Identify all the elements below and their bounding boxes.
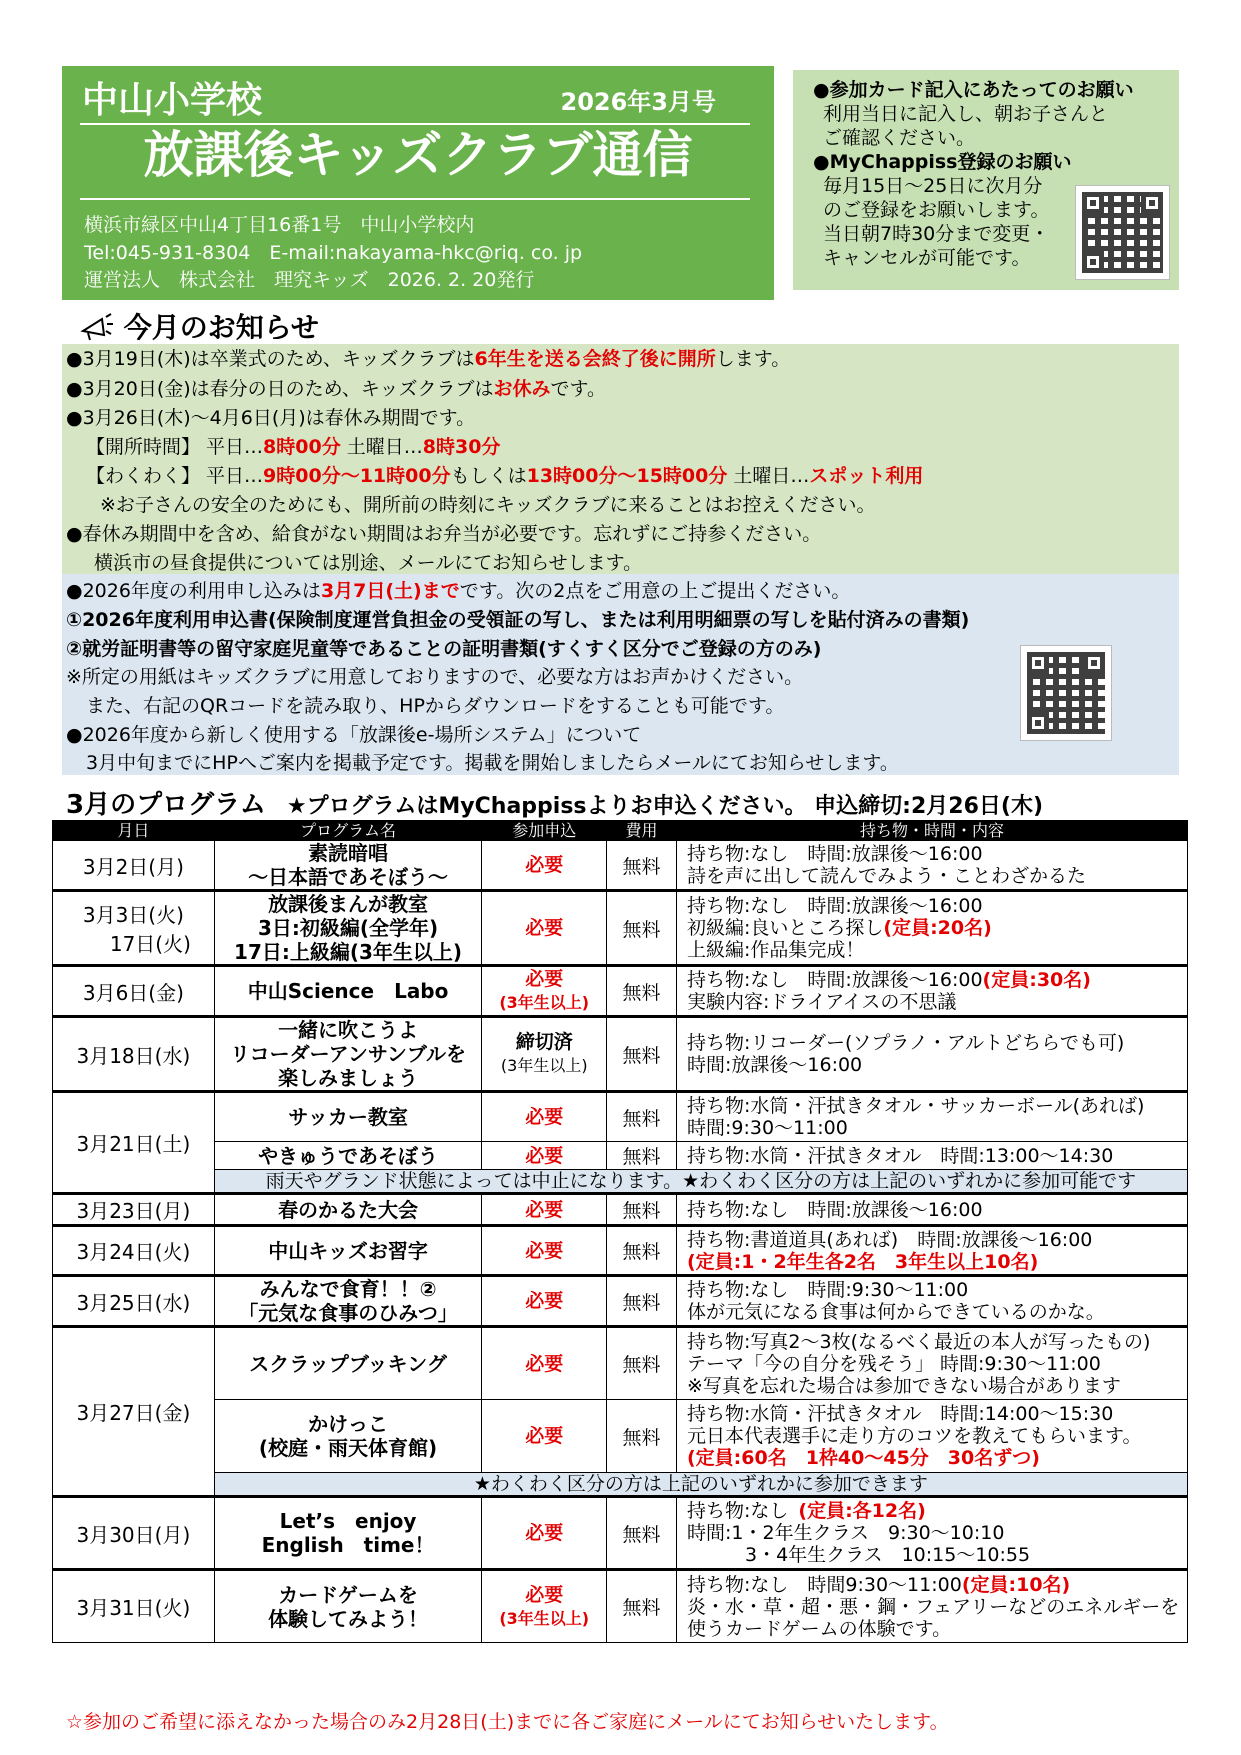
table-header-row: [53, 821, 1188, 841]
program-name-cell: 中山Science Labo: [214, 966, 482, 1017]
apply-cell: 必要: [482, 1226, 607, 1276]
column-header: 持ち物・時間・内容: [676, 821, 1187, 841]
fee-cell: 無料: [607, 1276, 677, 1327]
detail-cell: 持ち物:なし 時間:放課後～16:00: [676, 1194, 1187, 1226]
apply-cell: 必要: [482, 1400, 607, 1473]
news-line: ※所定の用紙はキッズクラブに用意しておりますので、必要な方はお声かけください。: [66, 666, 804, 688]
contact-info: Tel:045-931-8304 E-mail:nakayama-hkc@riq. co. jp: [84, 242, 583, 264]
program-name-cell: Let’s enjoy English time！: [214, 1497, 482, 1570]
program-name-cell: 一緒に吹こうよ リコーダーアンサンブルを 楽しみましょう: [214, 1017, 482, 1092]
apply-cell: 必要: [482, 1497, 607, 1570]
side-text: 当日朝7時30分まで変更・: [823, 223, 1050, 245]
table-row: [53, 1092, 1188, 1142]
issue-date: 2026年3月号: [560, 88, 716, 116]
program-name-cell: カードゲームを 体験してみよう！: [214, 1570, 482, 1643]
column-header: プログラム名: [214, 821, 482, 841]
newsletter-title: 放課後キッズクラブ通信: [143, 126, 693, 184]
program-name-cell: 素読暗唱 ～日本語であそぼう～: [214, 841, 482, 891]
fee-cell: 無料: [607, 1017, 677, 1092]
news-line: ②就労証明書等の留守家庭児童等であることの証明書類(すくすく区分でご登録の方のみ): [66, 638, 822, 660]
program-name-cell: みんなで食育！！② 「元気な食事のひみつ」: [214, 1276, 482, 1327]
divider: [80, 198, 750, 200]
news-line: 横浜市の昼食提供については別途、メールにてお知らせします。: [94, 552, 643, 574]
table-row: [53, 841, 1188, 891]
side-text: ご確認ください。: [823, 127, 976, 149]
table-notice-row: [53, 1170, 1188, 1194]
detail-cell: 持ち物:なし 時間:9:30～11:00 体が元気になる食事は何からできているのかな。: [676, 1276, 1187, 1327]
date-cell: 3月25日(水): [53, 1276, 215, 1327]
detail-cell: 持ち物:写真2～3枚(なるべく最近の本人が写ったもの) テーマ「今の自分を残そう」 時間:9:30～11:00 ※写真を忘れた場合は参加できない場合があります: [676, 1327, 1187, 1400]
apply-cell: 必要: [482, 1194, 607, 1226]
detail-cell: 持ち物:リコーダー(ソプラノ・アルトどちらでも可) 時間:放課後～16:00: [676, 1017, 1187, 1092]
table-row: [53, 1194, 1188, 1226]
table-row: [53, 1327, 1188, 1400]
news-line: 3月中旬までにHPへご案内を掲載予定です。掲載を開始しましたらメールにてお知らせします。: [86, 752, 899, 774]
notice-cell: 雨天やグランド状態によっては中止になります。★わくわく区分の方は上記のいずれかに参加可能です: [214, 1170, 1187, 1194]
table-row: [53, 1017, 1188, 1092]
fee-cell: 無料: [607, 1142, 677, 1170]
qr-code-icon[interactable]: [1020, 645, 1112, 741]
fee-cell: 無料: [607, 1194, 677, 1226]
apply-cell: 必要 (3年生以上): [482, 966, 607, 1017]
date-cell: 3月30日(月): [53, 1497, 215, 1570]
notice-cell: ★わくわく区分の方は上記のいずれかに参加できます: [214, 1473, 1187, 1497]
table-notice-row: [53, 1473, 1188, 1497]
program-name-cell: 春のかるた大会: [214, 1194, 482, 1226]
program-name-cell: 放課後まんが教室 3日:初級編(全学年) 17日:上級編(3年生以上): [214, 891, 482, 966]
news-section-title: [80, 306, 319, 346]
detail-cell: 持ち物:水筒・汗拭きタオル・サッカーボール(あれば) 時間:9:30～11:00: [676, 1092, 1187, 1142]
program-title: 3月のプログラム: [66, 790, 266, 820]
table-row: [53, 1276, 1188, 1327]
news-line: ※お子さんの安全のためにも、開所前の時刻にキッズクラブに来ることはお控えください。: [100, 494, 876, 516]
side-heading: ●MyChappiss登録のお願い: [813, 151, 1072, 173]
operator-info: 運営法人 株式会社 理究キッズ 2026. 2. 20発行: [84, 269, 535, 291]
detail-cell: 持ち物:なし 時間:放課後～16:00(定員:30名) 実験内容:ドライアイスの不思議: [676, 966, 1187, 1017]
news-line: ●3月20日(金)は春分の日のため、キッズクラブはお休みです。: [66, 378, 607, 400]
apply-cell: 締切済 (3年生以上): [482, 1017, 607, 1092]
address: 横浜市緑区中山4丁目16番1号 中山小学校内: [84, 214, 475, 236]
apply-cell: 必要: [482, 1142, 607, 1170]
table-row: [53, 1142, 1188, 1170]
qr-code-icon[interactable]: [1075, 185, 1170, 280]
side-heading: ●参加カード記入にあたってのお願い: [813, 79, 1134, 101]
table-row: [53, 1570, 1188, 1643]
news-line: また、右記のQRコードを読み取り、HPからダウンロードをすることも可能です。: [86, 695, 785, 717]
detail-cell: 持ち物:なし 時間:放課後～16:00 詩を声に出して読んでみよう・ことわざかるた: [676, 841, 1187, 891]
divider: [80, 123, 750, 125]
detail-cell: 持ち物:水筒・汗拭きタオル 時間:13:00～14:30: [676, 1142, 1187, 1170]
side-text: 毎月15日～25日に次月分: [823, 175, 1043, 197]
news-line: 【開所時間】 平日…8時00分 土曜日…8時30分: [86, 436, 501, 458]
side-text: 利用当日に記入し、朝お子さんと: [823, 103, 1109, 125]
footer-note: ☆参加のご希望に添えなかった場合のみ2月28日(土)までに各ご家庭にメールにてお知らせいたします。: [66, 1711, 949, 1733]
date-cell: 3月27日(金): [53, 1327, 215, 1497]
fee-cell: 無料: [607, 1226, 677, 1276]
fee-cell: 無料: [607, 966, 677, 1017]
table-row: [53, 1226, 1188, 1276]
program-name-cell: やきゅうであそぼう: [214, 1142, 482, 1170]
news-line: ●2026年度から新しく使用する「放課後e-場所システム」について: [66, 724, 642, 746]
detail-cell: 持ち物:なし 時間:放課後～16:00 初級編:良いところ探し(定員:20名) 上級編:作品集完成！: [676, 891, 1187, 966]
date-cell: 3月3日(火) 17日(火): [53, 891, 215, 966]
fee-cell: 無料: [607, 1400, 677, 1473]
news-title-text: 今月のお知らせ: [123, 311, 319, 344]
apply-cell: 必要: [482, 1327, 607, 1400]
news-line: ①2026年度利用申込書(保険制度運営負担金の受領証の写し、または利用明細票の写しを貼付済みの書類): [66, 609, 970, 631]
date-cell: 3月24日(火): [53, 1226, 215, 1276]
newsletter-header: [62, 66, 774, 300]
fee-cell: 無料: [607, 1570, 677, 1643]
news-line: ●2026年度の利用申し込みは3月7日(土)までです。次の2点をご用意の上ご提出ください。: [66, 580, 851, 602]
program-name-cell: かけっこ (校庭・雨天体育館): [214, 1400, 482, 1473]
apply-cell: 必要: [482, 1276, 607, 1327]
fee-cell: 無料: [607, 891, 677, 966]
program-name-cell: サッカー教室: [214, 1092, 482, 1142]
side-text: のご登録をお願いします。: [823, 199, 1050, 221]
table-row: [53, 1497, 1188, 1570]
apply-cell: 必要: [482, 891, 607, 966]
program-name-cell: スクラップブッキング: [214, 1327, 482, 1400]
news-line: ●3月26日(木)～4月6日(月)は春休み期間です。: [66, 407, 476, 429]
column-header: 月日: [53, 821, 215, 841]
detail-cell: 持ち物:なし (定員:各12名) 時間:1・2年生クラス 9:30～10:10 3・4年生クラス 10:15～10:55: [676, 1497, 1187, 1570]
detail-cell: 持ち物:なし 時間9:30～11:00(定員:10名) 炎・水・草・超・悪・鋼・フェアリーなどのエネルギーを 使うカードゲームの体験です。: [676, 1570, 1187, 1643]
school-name: 中山小学校: [82, 80, 263, 121]
fee-cell: 無料: [607, 1327, 677, 1400]
column-header: 参加申込: [482, 821, 607, 841]
column-header: 費用: [607, 821, 677, 841]
program-subtitle: ★プログラムはMyChappissよりお申込ください。 申込締切:2月26日(木): [286, 794, 1044, 819]
fee-cell: 無料: [607, 1092, 677, 1142]
apply-cell: 必要 (3年生以上): [482, 1570, 607, 1643]
fee-cell: 無料: [607, 1497, 677, 1570]
table-row: [53, 1400, 1188, 1473]
megaphone-icon: [80, 313, 114, 341]
table-row: [53, 891, 1188, 966]
table-row: [53, 966, 1188, 1017]
date-cell: 3月18日(水): [53, 1017, 215, 1092]
date-cell: 3月2日(月): [53, 841, 215, 891]
news-line: ●3月19日(木)は卒業式のため、キッズクラブは6年生を送る会終了後に開所します。: [66, 348, 791, 370]
program-section-title: [66, 784, 1043, 821]
date-cell: 3月31日(火): [53, 1570, 215, 1643]
date-cell: 3月21日(土): [53, 1092, 215, 1194]
fee-cell: 無料: [607, 841, 677, 891]
date-cell: 3月23日(月): [53, 1194, 215, 1226]
program-name-cell: 中山キッズお習字: [214, 1226, 482, 1276]
date-cell: 3月6日(金): [53, 966, 215, 1017]
program-table: [52, 820, 1188, 1643]
apply-cell: 必要: [482, 1092, 607, 1142]
news-line: ●春休み期間中を含め、給食がない期間はお弁当が必要です。忘れずにご持参ください。: [66, 523, 822, 545]
side-text: キャンセルが可能です。: [823, 247, 1031, 269]
detail-cell: 持ち物:書道道具(あれば) 時間:放課後～16:00 (定員:1・2年生各2名 3年生以上10名): [676, 1226, 1187, 1276]
news-line: 【わくわく】 平日…9時00分～11時00分もしくは13時00分～15時00分 土曜日…スポット利用: [86, 465, 924, 487]
detail-cell: 持ち物:水筒・汗拭きタオル 時間:14:00～15:30 元日本代表選手に走り方のコツを教えてもらいます。 (定員:60名 1枠40～45分 30名ずつ): [676, 1400, 1187, 1473]
apply-cell: 必要: [482, 841, 607, 891]
